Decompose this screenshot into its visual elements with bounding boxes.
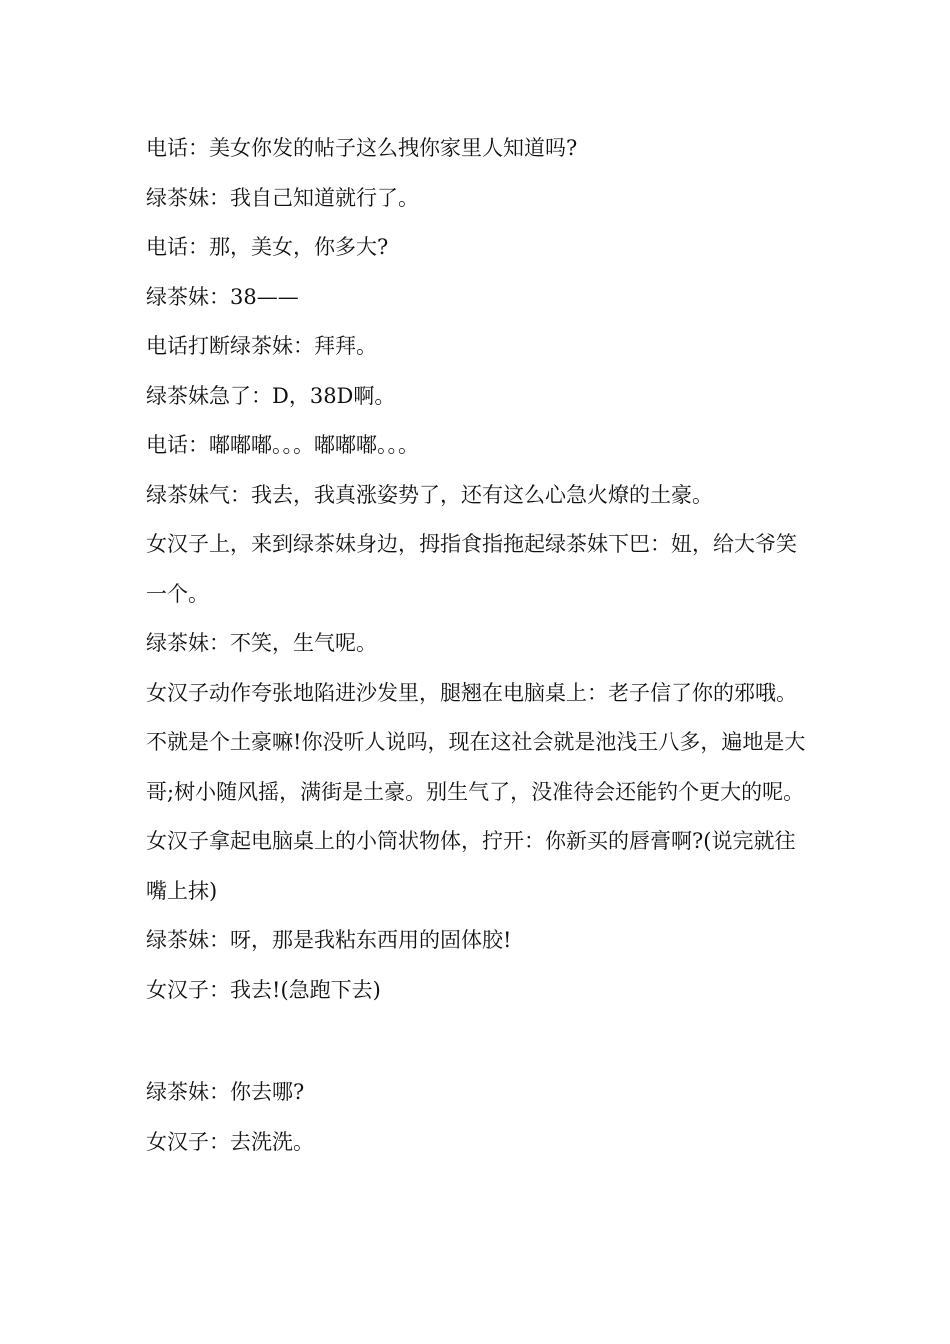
paragraph: 电话：美女你发的帖子这么拽你家里人知道吗?	[146, 136, 578, 160]
blank-line	[146, 1015, 810, 1068]
paragraph: 绿茶妹：呀，那是我粘东西用的固体胶!	[146, 928, 512, 952]
paragraph: 绿茶妹急了：D，38D啊。	[146, 383, 396, 408]
paragraph: 电话打断绿茶妹：拜拜。	[146, 334, 377, 358]
paragraph: 绿茶妹：不笑，生气呢。	[146, 631, 377, 655]
paragraph: 女汉子：去洗洗。	[146, 1129, 314, 1154]
paragraph: 绿茶妹气：我去，我真涨姿势了，还有这么心急火燎的土豪。	[146, 482, 713, 507]
paragraph: 女汉子拿起电脑桌上的小筒状物体，拧开：你新买的唇膏啊?(说完就往嘴上抹)	[146, 829, 796, 903]
paragraph: 绿茶妹：38——	[146, 284, 299, 309]
paragraph: 电话：那，美女，你多大?	[146, 235, 389, 259]
paragraph: 女汉子上，来到绿茶妹身边，拇指食指拖起绿茶妹下巴：妞，给大爷笑一个。	[146, 532, 797, 606]
document-body	[146, 124, 810, 1167]
paragraph: 绿茶妹：我自己知道就行了。	[146, 185, 419, 210]
paragraph: 女汉子：我去!(急跑下去)	[146, 977, 381, 1002]
paragraph: 女汉子动作夸张地陷进沙发里，腿翘在电脑桌上：老子信了你的邪哦。不就是个土豪嘛!你没听人说吗，现在这社会就是池浅王八多，遍地是大哥;树小随风摇，满街是土豪。别生气了，没准待会还能钓个更大的呢。	[146, 680, 806, 804]
paragraph: 绿茶妹：你去哪?	[146, 1080, 305, 1104]
paragraph: 电话：嘟嘟嘟。。。嘟嘟嘟。。。	[146, 433, 419, 457]
